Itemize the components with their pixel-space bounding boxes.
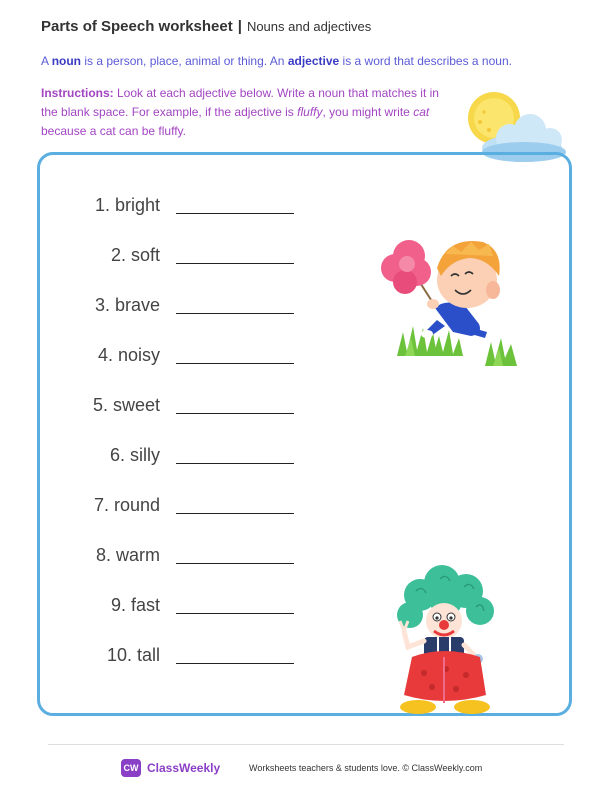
answer-blank[interactable] bbox=[176, 263, 294, 264]
item-adjective: 3. brave bbox=[94, 295, 160, 315]
answer-blank[interactable] bbox=[176, 563, 294, 564]
answer-blank[interactable] bbox=[176, 613, 294, 614]
answer-blank[interactable] bbox=[176, 213, 294, 214]
answer-blank[interactable] bbox=[176, 513, 294, 514]
item-adjective: 2. soft bbox=[110, 245, 160, 265]
footer-tagline: Worksheets teachers & students love. © ClassWeekly.com bbox=[249, 763, 483, 773]
answer-blank[interactable] bbox=[176, 413, 294, 414]
noun-term: noun bbox=[51, 54, 82, 68]
item-adjective: 10. tall bbox=[106, 645, 160, 665]
worksheet-subtitle: Nouns and adjectives bbox=[246, 19, 372, 34]
item-adjective: 9. fast bbox=[110, 595, 160, 615]
footer-divider bbox=[48, 744, 564, 745]
worksheet-header bbox=[41, 18, 371, 35]
example-noun: cat bbox=[413, 105, 430, 119]
clown-illustration bbox=[390, 565, 500, 717]
example-adjective: fluffy bbox=[297, 105, 323, 119]
instructions-text bbox=[41, 84, 451, 141]
header-separator: | bbox=[237, 18, 242, 35]
definition-part: A bbox=[41, 54, 52, 68]
instructions-label: Instructions: bbox=[41, 86, 114, 100]
definition-part: is a person, place, animal or thing. An bbox=[81, 54, 288, 68]
item-adjective: 5. sweet bbox=[92, 395, 160, 415]
item-adjective: 1. bright bbox=[94, 195, 160, 215]
footer-brand: ClassWeekly bbox=[147, 761, 221, 775]
adjective-term: adjective bbox=[287, 54, 340, 68]
instructions-part: , you might write bbox=[322, 105, 414, 119]
answer-blank[interactable] bbox=[176, 663, 294, 664]
answer-blank[interactable] bbox=[176, 313, 294, 314]
item-adjective: 4. noisy bbox=[97, 345, 160, 365]
classweekly-logo: CW bbox=[121, 759, 141, 777]
definition-part: is a word that describes a noun. bbox=[339, 54, 512, 68]
item-adjective: 7. round bbox=[93, 495, 160, 515]
item-adjective: 8. warm bbox=[95, 545, 160, 565]
boy-cotton-candy-illustration bbox=[375, 228, 525, 370]
instructions-part: Look at each adjective below. Write a noun that matches it in the blank space. For example, if the adjective is bbox=[41, 86, 439, 119]
answer-blank[interactable] bbox=[176, 363, 294, 364]
definition-text bbox=[41, 54, 512, 68]
worksheet-title: Parts of Speech worksheet bbox=[41, 18, 233, 35]
item-adjective: 6. silly bbox=[109, 445, 160, 465]
answer-blank[interactable] bbox=[176, 463, 294, 464]
instructions-part: because a cat can be fluffy. bbox=[41, 124, 186, 138]
